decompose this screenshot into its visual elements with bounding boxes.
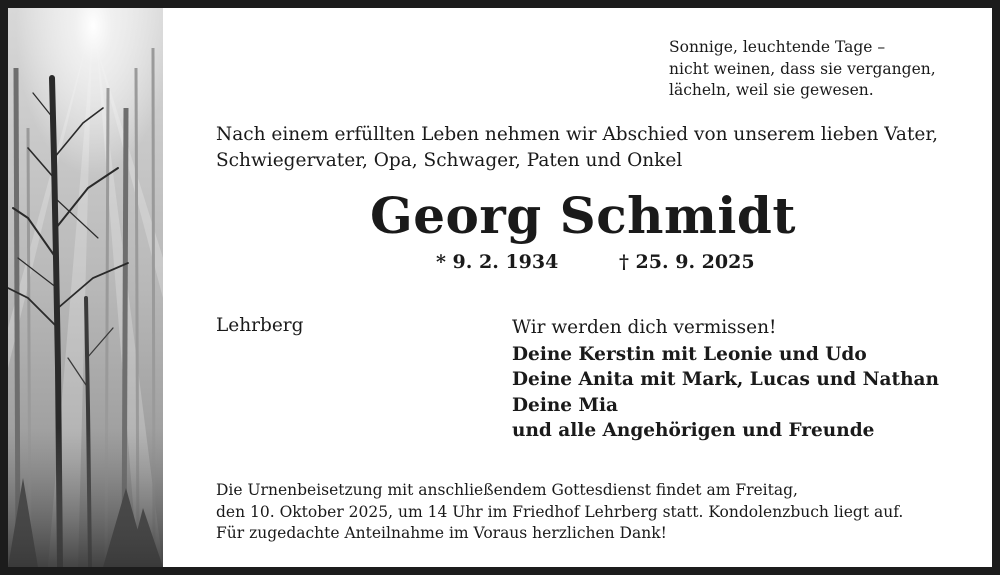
mourner-line: Deine Kerstin mit Leonie und Udo — [512, 343, 867, 365]
intro-line: Nach einem erfüllten Leben nehmen wir Abschied von unserem lieben Vater, — [216, 124, 939, 145]
birth-date: * 9. 2. 1934 — [436, 251, 559, 273]
poem-line: Sonnige, leuchtende Tage – — [669, 38, 886, 56]
mourner-line: und alle Angehörigen und Freunde — [512, 420, 875, 441]
mourner-line: Deine Anita mit Mark, Lucas und Nathan — [512, 369, 939, 390]
service-line: Für zugedachte Anteilnahme im Voraus herzlichen Dank! — [216, 524, 667, 542]
intro-text — [216, 122, 938, 173]
death-date: † 25. 9. 2025 — [619, 251, 755, 273]
intro-line: Schwiegervater, Opa, Schwager, Paten und Onkel — [216, 149, 683, 171]
service-line: den 10. Oktober 2025, um 14 Uhr im Friedhof Lehrberg statt. Kondolenzbuch liegt auf. — [216, 502, 904, 521]
forest-photo — [8, 8, 163, 567]
service-line: Die Urnenbeisetzung mit anschließendem Gottesdienst findet am Freitag, — [216, 481, 798, 499]
place-name: Lehrberg — [216, 315, 304, 336]
memorial-poem — [669, 37, 936, 102]
service-details — [216, 480, 903, 545]
mourners-block — [512, 315, 939, 444]
poem-line: lächeln, weil sie gewesen. — [669, 81, 874, 99]
deceased-name: Georg Schmidt — [370, 186, 796, 245]
poem-line: nicht weinen, dass sie vergangen, — [669, 59, 936, 78]
mourner-line: Deine Mia — [512, 394, 618, 416]
farewell-line: Wir werden dich vermissen! — [512, 317, 777, 338]
